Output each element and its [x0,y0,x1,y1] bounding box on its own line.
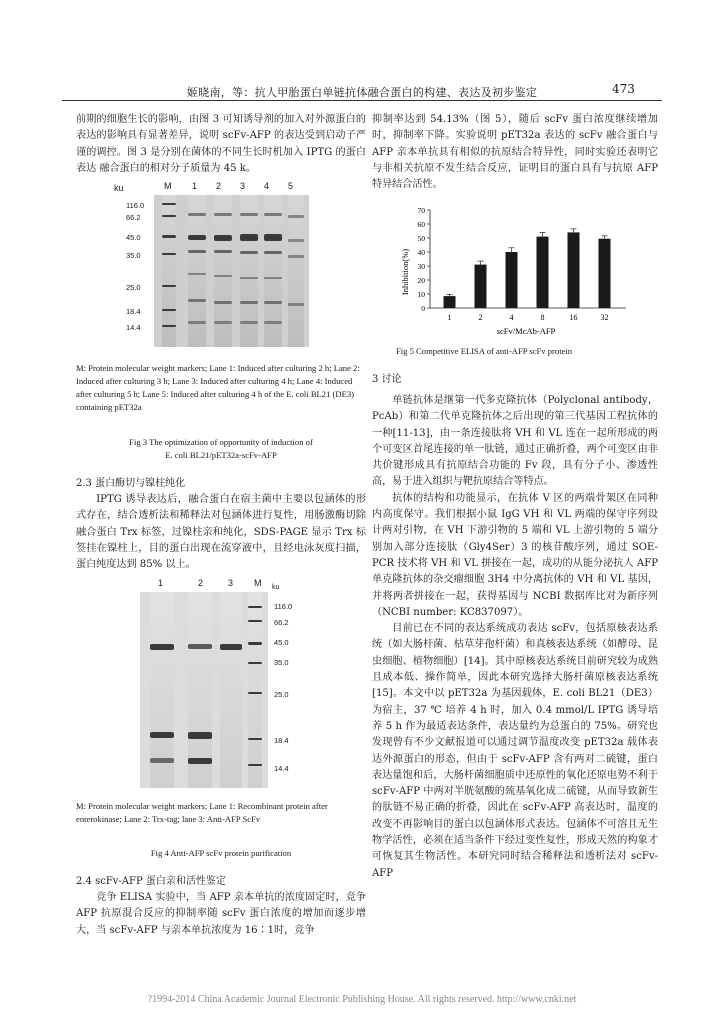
right-column-body [372,393,658,882]
fig3-lane-label: 1 [192,181,198,191]
fig4-marker-label: 18.4 [274,736,289,745]
fig4-figure [140,578,320,788]
fig4-lane-label: M [254,578,262,588]
fig3-lane-label: M [164,181,172,191]
right-paragraph-2: 单链抗体是继第一代多克隆抗体（Polyclonal antibody，PcAb）和第二代单克隆抗体之后出现的第三代基因工程抗体的一种[11-13]，由一条连接肽将 VH 和 VL 连在一起所形成的两个可变区首尾连接的单一肽链，通过正确折叠，两个可变区由非共价键形成具有抗原结合功能的 Fv 段，具有分子小、渗透性高，易于进入组织与靶抗原结合等特点。 [372,395,658,488]
fig3-marker-label: 14.4 [126,323,141,332]
fig4-lane-3 [220,592,242,788]
fig5-bar-chart [396,204,636,338]
section-3-title: 3 讨论 [372,374,402,385]
fig3-lane-label: 5 [288,181,294,191]
fig5-y-tick-label: 40 [417,248,425,257]
fig3-marker-label: 116.0 [126,201,145,210]
section-2-3-title: 2.3 蛋白酶切与镍柱纯化 [76,478,186,489]
fig4-marker-label: 14.4 [274,764,289,773]
fig5-y-tick-label: 50 [417,234,425,243]
fig4-lane-label: 3 [228,578,234,588]
fig3-legend: M: Protein molecular weight markers; Lane 1: Induced after culturing 2 h; Lane 2: Induced after culturing 3 h; Lane 3: Induced after culturing 4 h; Lane 4: Induced after culturing 5 h; Lane 5: Induced after culturing 4 h of the E. coli BL21 (DE3) containing pET32a [76,363,360,412]
fig4-marker-label: 25.0 [274,690,289,699]
right-column-top [372,112,658,193]
left-paragraph-3-wrap [76,890,366,939]
section-2-4-title: 2.4 scFv-AFP 蛋白亲和活性鉴定 [76,876,226,887]
fig3-marker-label: 66.2 [126,213,141,222]
header-rule [62,100,662,101]
fig4-caption: Fig 4 Anti-AFP scFv protein purification [150,848,292,858]
fig5-x-tick-label: 32 [600,313,609,322]
fig3-lane-marker [162,195,176,347]
fig4-lane-2 [188,592,212,788]
fig4-marker-label: 45.0 [274,638,289,647]
fig3-figure [114,181,314,351]
fig4-lane-label: 2 [198,578,204,588]
fig3-lane-1 [188,195,206,347]
fig5-bar [444,296,456,308]
fig3-marker-label: 25.0 [126,283,141,292]
fig5-x-tick-label: 2 [478,313,483,322]
left-column [76,112,366,177]
fig4-marker-label: 66.2 [274,618,289,627]
fig3-lane-5 [288,195,304,347]
copyright-footer: ?1994-2014 China Academic Journal Electronic Publishing House. All rights reserved. http://www.cnki.net [147,994,577,1005]
fig4-gel [140,592,268,788]
fig5-x-tick-label: 16 [569,313,578,322]
left-paragraph-3: 竞争 ELISA 实验中，当 AFP 亲本单抗的浓度固定时，竞争 AFP 抗原混合反应的抑制率随 scFv 蛋白浓度的增加而逐步增大，当 scFv-AFP 与亲本单抗浓度为 16∶1时，竞争 [76,892,366,936]
fig3-lane-2 [214,195,232,347]
fig5-y-tick-label: 10 [417,290,425,299]
fig5-bar [506,252,518,308]
running-title: 姬晓南，等：抗人甲胎蛋白单链抗体融合蛋白的构建、表达及初步鉴定 [186,86,538,99]
fig4-marker-label: 116.0 [274,602,293,611]
right-paragraph-1: 抑制率达到 54.13%（图 5），随后 scFv 蛋白浓度继续增加时，抑制率下降。实验说明 pET32a 表达的 scFv 融合蛋白与 AFP 亲本单抗具有相似的抗原结合特异性，同时实验还表明它与非相关抗原不发生结合反应，证明目的蛋白具有与抗原 AFP 特异结合活性。 [372,114,658,191]
fig3-unit: ku [114,183,124,193]
fig5-bar [599,239,611,308]
fig3-lane-4 [264,195,282,347]
fig5-y-axis-label: Inhibition(%) [400,248,410,296]
fig5-x-tick-label: 8 [540,313,545,322]
fig3-lane-3 [240,195,258,347]
fig4-unit: ku [272,584,280,591]
fig5-caption: Fig 5 Competitive ELISA of anti-AFP scFv protein [396,346,573,356]
fig5-y-tick-label: 0 [421,304,425,313]
fig5-bar [568,232,580,308]
fig5-y-tick-label: 70 [417,206,425,215]
fig3-caption-1: Fig 3 The optimization of opportunity of induction of [129,437,313,447]
fig4-lane-label: 1 [158,578,164,588]
left-paragraph-2: IPTG 诱导表达后，融合蛋白在宿主菌中主要以包涵体的形式存在，结合透析法和稀释法对包涵体进行复性，用肠激酶切除融合蛋白 Trx 标签，过镍柱亲和纯化，SDS-PAGE 显示 Trx 标签挂在镍柱上，目的蛋白出现在流穿液中，且经电泳灰度扫描，蛋白纯度达到 85% 以上。 [76,494,366,571]
fig3-caption-2: E. coli BL21/pET32a-scFv-AFP [165,450,277,460]
fig5-y-tick-label: 30 [417,262,425,271]
fig5-bar [475,265,487,308]
left-paragraph-2-wrap [76,492,366,573]
fig3-marker-label: 18.4 [126,307,141,316]
fig4-legend: M: Protein molecular weight markers; Lane 1: Recombinant protein after enterokinase; Lane 2: Trx-tag; lane 3: Anti-AFP ScFv [76,801,328,824]
fig4-marker-label: 35.0 [274,658,289,667]
page-number: 473 [612,82,635,96]
fig3-lane-label: 3 [240,181,246,191]
fig3-lane-label: 2 [216,181,222,191]
fig5-x-axis-label: scFv/McAb-AFP [496,326,556,336]
fig3-lane-label: 4 [264,181,270,191]
fig4-lane-1 [150,592,174,788]
fig3-gel [154,195,309,347]
fig5-x-tick-label: 1 [447,313,452,322]
fig3-marker-label: 35.0 [126,251,141,260]
left-paragraph-1: 前期的细胞生长的影响，由图 3 可知诱导剂的加入对外源蛋白的表达的影响具有显著差异，说明 scFv-AFP 的表达受到启动子严谨的调控。图 3 是分别在菌体的不同生长时机加入 IPTG 的蛋白表达 融合蛋白的相对分子质量为 45 k。 [76,114,366,174]
fig3-marker-label: 45.0 [126,233,141,242]
fig5-y-tick-label: 60 [417,220,425,229]
right-paragraph-4: 目前已在不同的表达系统成功表达 scFv，包括原核表达系统（如大肠杆菌、枯草芽孢杆菌）和真核表达系统（如酵母、昆虫细胞、植物细胞）[14]。其中原核表达系统目前研究较为成熟且成本低、操作简单，因此本研究选择大肠杆菌原核表达系统[15]。本文中以 pET32a 为基因载体，E. coli BL21（DE3）为宿主，37 ℃ 培养 4 h 时，加入 0.4 mmol/L IPTG 诱导培养 5 h 作为最适表达条件，表达量约为总蛋白的 75%。研究也发现曾有不少文献报道可以通过调节温度改变 pET32a 载体表达外源蛋白的形态，但由于 scFv-AFP 含有两对二硫键，蛋白表达量饱和后，大肠杆菌细胞质中还原性的氧化还原电势不利于 scFv-AFP 中两对半胱氨酸的巯基氧化成二硫键，从而导致新生的肽链不易正确的折叠，因此在 scFv-AFP 高表达时，温度的改变不再影响目的蛋白以包涵体形式表达。包涵体不可溶且无生物学活性，必须在适当条件下经过变性复性，形成天然的构象才可恢复其生物活性。本研究同时结合稀释法和透析法对 scFv-AFP [372,623,658,879]
fig5-y-tick-label: 20 [417,276,425,285]
fig5-bar [537,237,549,308]
fig5-x-tick-label: 4 [509,313,514,322]
fig4-lane-marker [248,592,262,788]
right-paragraph-3: 抗体的结构和功能显示，在抗体 V 区的两端骨架区在同种内高度保守。我们根据小鼠 IgG VH 和 VL 两端的保守序列设计两对引物，在 VH 下游引物的 5 端和 VL 上游引物的 5 端分别加入部分连接肽（Gly4Ser）3 的核苷酸序列，通过 SOE-PCR 技术将 VH 和 VL 拼接在一起，成功的从能分泌抗人 AFP 单克隆抗体的杂交瘤细胞 3H4 中分离抗体的 VH 和 VL 基因，并将两者拼接在一起，获得基因与 NCBI 数据库比对为新序列（NCBI number: KC837097）。 [372,492,658,618]
